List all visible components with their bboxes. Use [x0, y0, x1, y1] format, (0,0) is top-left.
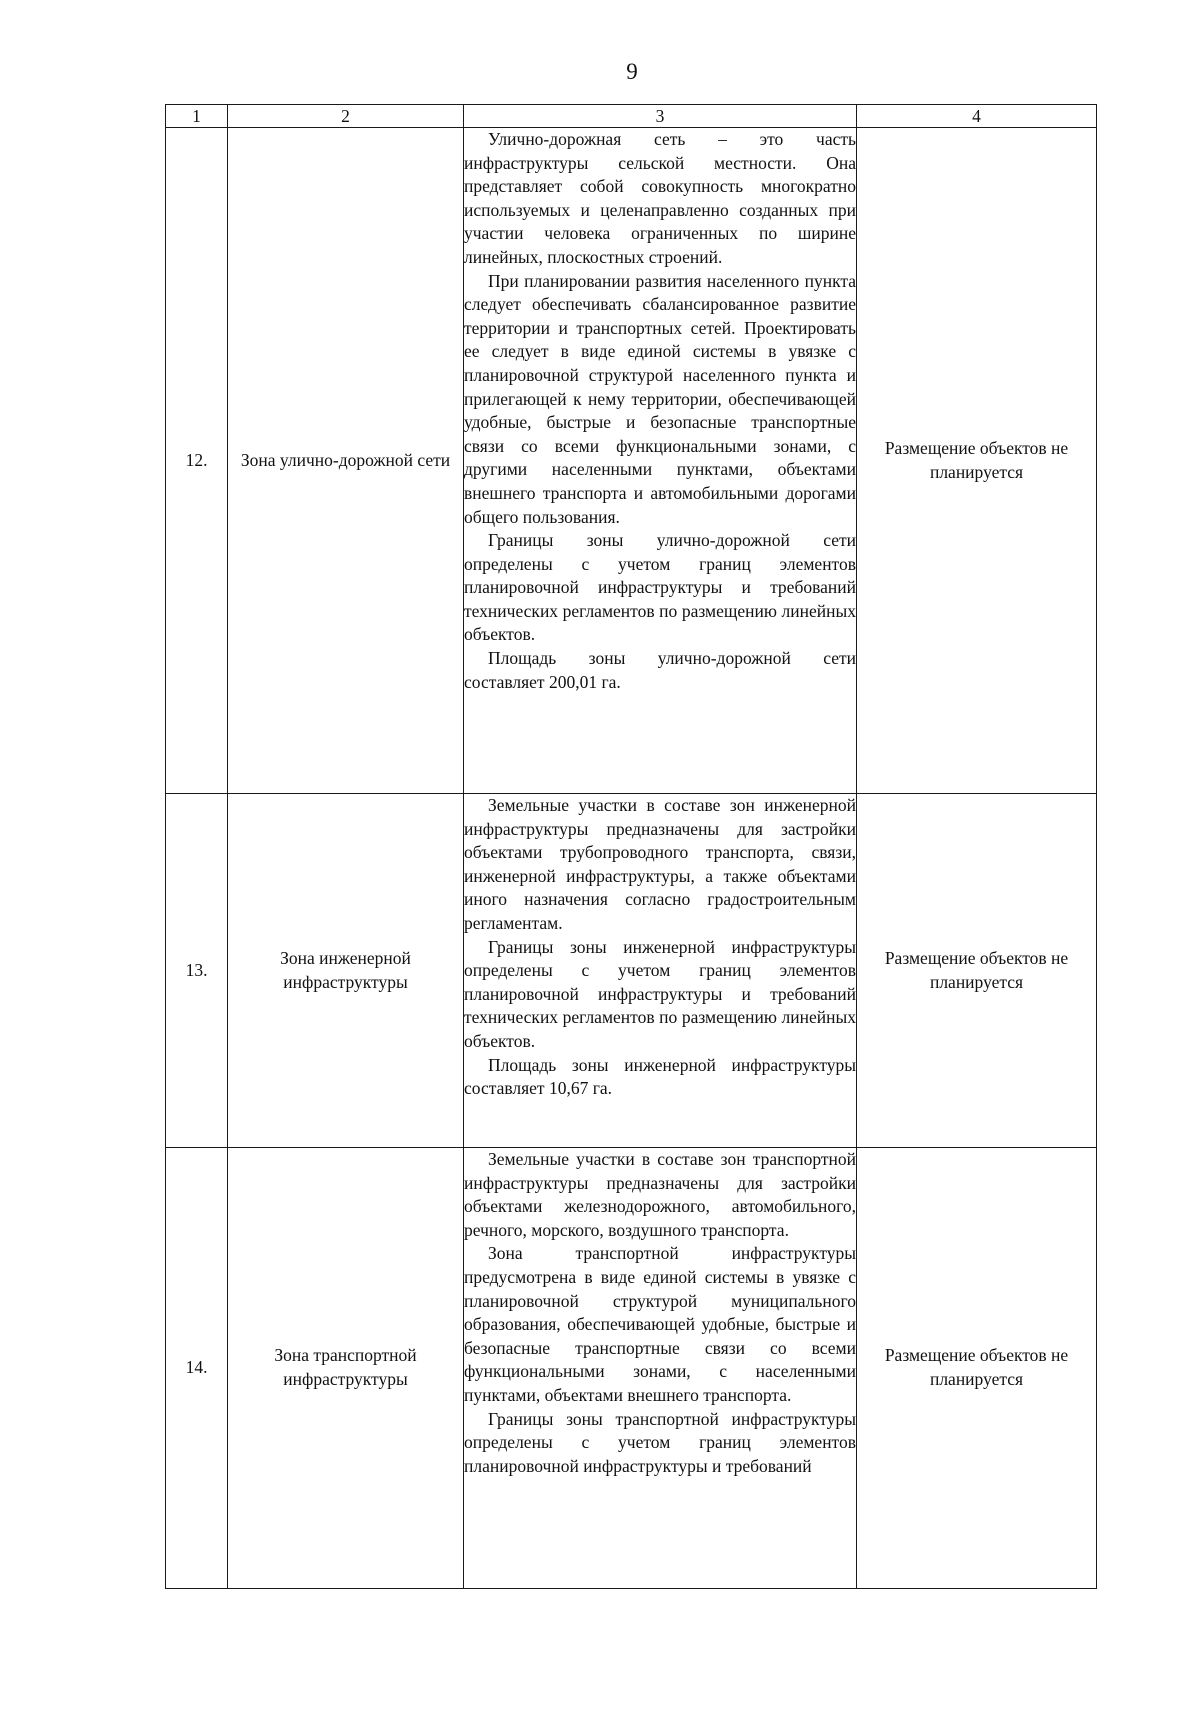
row-number: 14. — [166, 1148, 228, 1589]
zone-description — [464, 794, 857, 1148]
column-header-2: 2 — [228, 105, 464, 128]
page-number: 9 — [626, 59, 638, 84]
table-row — [166, 128, 1097, 794]
column-header-1: 1 — [166, 105, 228, 128]
zone-description — [464, 128, 857, 794]
zones-table — [165, 104, 1097, 1589]
description-paragraph: Улично-дорожная сеть – это часть инфраструктуры сельской местности. Она представляет собой совокупность многократно используемых и целенаправленно созданных при участии человека ограниченных по ширине линейных, плоскостных строений. — [464, 129, 856, 267]
placement-status: Размещение объектов не планируется — [857, 128, 1097, 794]
description-paragraph: Границы зоны улично-дорожной сети определены с учетом границ элементов планировочной инфраструктуры и требований технических регламентов по размещению линейных объектов. — [464, 530, 856, 645]
description-paragraph: Границы зоны инженерной инфраструктуры определены с учетом границ элементов планировочной инфраструктуры и требований технических регламентов по размещению линейных объектов. — [464, 936, 856, 1051]
table-row — [166, 794, 1097, 1148]
placement-status: Размещение объектов не планируется — [857, 794, 1097, 1148]
zone-description — [464, 1148, 857, 1589]
zone-name: Зона инженерной инфраструктуры — [228, 794, 464, 1148]
description-paragraph: Границы зоны транспортной инфраструктуры определены с учетом границ элементов планировочной инфраструктуры и требований — [464, 1408, 856, 1476]
row-number: 12. — [166, 128, 228, 794]
description-paragraph: При планировании развития населенного пункта следует обеспечивать сбалансированное развитие территории и транспортных сетей. Проектировать ее следует в виде единой системы в увязке с планировочной структурой населенного пункта и прилегающей к нему территории, обеспечивающей удобные, быстрые и безопасные транспортные связи со всеми функциональными зонами, с другими населенными пунктами, объектами внешнего транспорта и автомобильными дорогами общего пользования. — [464, 270, 856, 527]
zone-name: Зона улично-дорожной сети — [228, 128, 464, 794]
table-header-row — [166, 105, 1097, 128]
description-paragraph: Площадь зоны улично-дорожной сети составляет 200,01 га. — [464, 648, 856, 692]
table-row — [166, 1148, 1097, 1589]
description-paragraph: Площадь зоны инженерной инфраструктуры составляет 10,67 га. — [464, 1054, 856, 1099]
column-header-3: 3 — [464, 105, 857, 128]
description-paragraph: Земельные участки в составе зон инженерной инфраструктуры предназначены для застройки объектами трубопроводного транспорта, связи, инженерной инфраструктуры, а также объектами иного назначения согласно градостроительным регламентам. — [464, 795, 856, 933]
row-number: 13. — [166, 794, 228, 1148]
placement-status: Размещение объектов не планируется — [857, 1148, 1097, 1589]
column-header-4: 4 — [857, 105, 1097, 128]
description-paragraph: Зона транспортной инфраструктуры предусмотрена в виде единой системы в увязке с планировочной структурой муниципального образования, обеспечивающей удобные, быстрые и безопасные транспортные связи со всеми функциональными зонами, с населенными пунктами, объектами внешнего транспорта. — [464, 1243, 856, 1405]
zone-name: Зона транспортной инфраструктуры — [228, 1148, 464, 1589]
description-paragraph: Земельные участки в составе зон транспортной инфраструктуры предназначены для застройки объектами железнодорожного, автомобильного, речного, морского, воздушного транспорта. — [464, 1149, 856, 1240]
